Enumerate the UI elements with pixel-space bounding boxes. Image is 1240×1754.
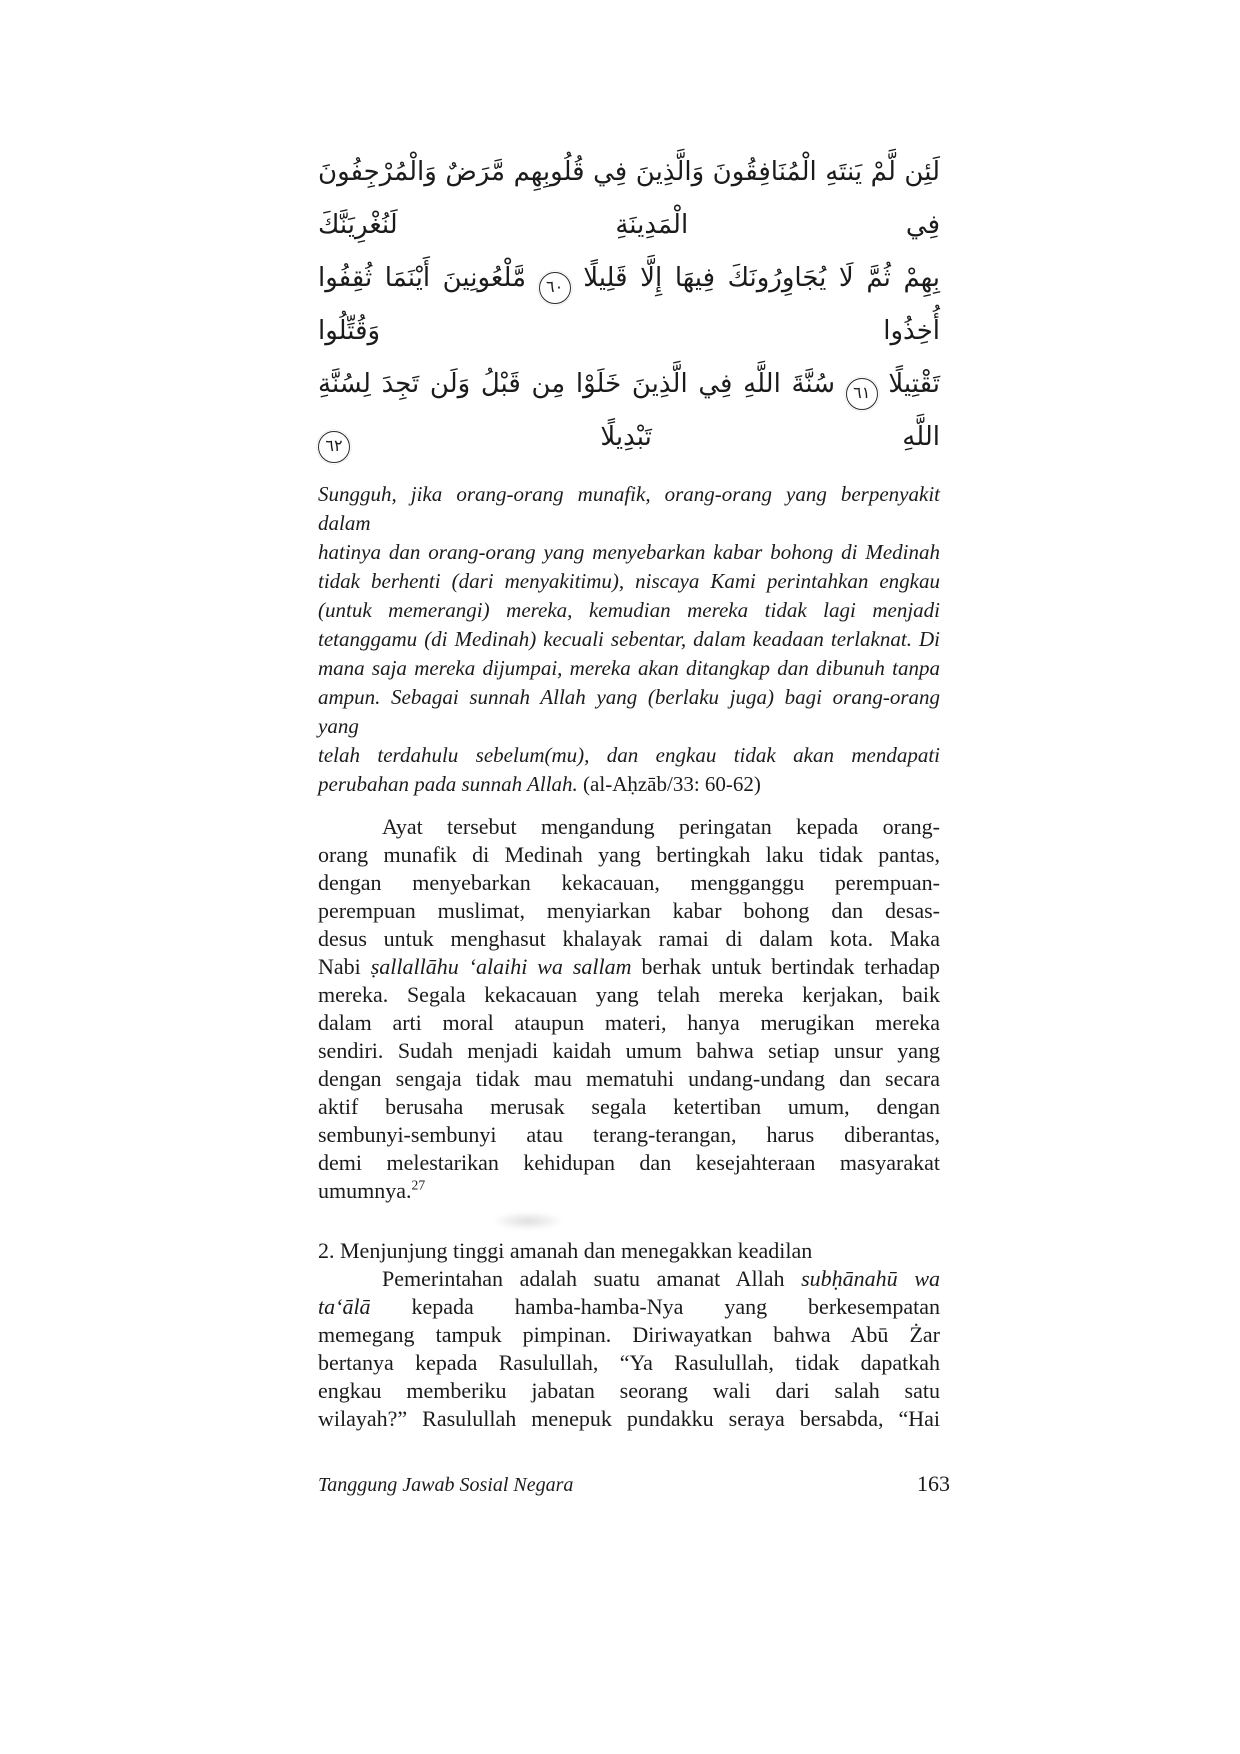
page-number: 163 — [917, 1471, 950, 1496]
quran-verse-block — [318, 146, 940, 464]
text-segment: perempuan muslimat, menyiarkan kabar bohong dan desas- — [318, 898, 940, 923]
text-segment: desus untuk menghasut khalayak ramai di dalam kota. Maka — [318, 926, 940, 951]
text-line — [318, 252, 940, 358]
text-segment: مَّلْعُونِينَ أَيْنَمَا ثُقِفُوا أُخِذُوا وَقُتِّلُوا — [318, 263, 940, 346]
text-segment: tetanggamu (di Medinah) kecuali sebentar, dalam keadaan terlaknat. Di — [318, 627, 940, 651]
body-paragraph-2 — [318, 1265, 940, 1433]
page-content-column — [318, 0, 950, 1497]
text-line — [318, 480, 940, 538]
text-line — [318, 1405, 940, 1433]
text-segment: kepada hamba-hamba-Nya yang berkesempatan — [370, 1294, 940, 1319]
text-segment: bertanya kepada Rasulullah, “Ya Rasulullah, tidak dapatkah — [318, 1350, 940, 1375]
text-line — [318, 1093, 940, 1121]
text-segment: berhak untuk bertindak terhadap — [631, 954, 941, 979]
text-segment: Nabi — [318, 954, 371, 979]
text-line — [318, 1377, 940, 1405]
text-line — [318, 925, 940, 953]
text-segment: لَئِن لَّمْ يَنتَهِ الْمُنَافِقُونَ وَالَّذِينَ فِي قُلُوبِهِم مَّرَضٌ وَالْمُرْجِفُونَ فِي الْمَدِينَةِ لَنُغْرِيَنَّكَ — [318, 157, 940, 240]
text-segment: تَقْتِيلًا — [877, 369, 941, 399]
text-segment: mereka. Segala kekacauan yang telah mereka kerjakan, baik — [318, 982, 940, 1007]
text-segment: ampun. Sebagai sunnah Allah yang (berlaku juga) bagi orang-orang yang — [318, 685, 940, 738]
text-segment: ta‘ālā — [318, 1294, 371, 1319]
ayah-number-marker: ٦٠ — [539, 272, 571, 304]
page-footer — [318, 1471, 950, 1497]
text-segment: memegang tampuk pimpinan. Diriwayatkan bahwa Abū Żar — [318, 1322, 940, 1347]
running-title: Tanggung Jawab Sosial Negara — [318, 1474, 574, 1496]
body-paragraph-1 — [318, 813, 940, 1205]
text-segment: (al-Aḥzāb/33: 60-62) — [583, 772, 761, 796]
text-segment: dengan menyebarkan kekacauan, mengganggu perempuan- — [318, 870, 940, 895]
text-line — [318, 1321, 940, 1349]
text-segment: dengan sengaja tidak mau mematuhi undang-undang dan secara — [318, 1066, 940, 1091]
text-line — [318, 1065, 940, 1093]
text-line — [318, 841, 940, 869]
text-segment: tidak berhenti (dari menyakitimu), niscaya Kami perintahkan engkau — [318, 569, 940, 593]
text-line — [318, 897, 940, 925]
text-segment: sembunyi-sembunyi atau terang-terangan, harus diberantas, — [318, 1122, 940, 1147]
text-segment: dalam arti moral ataupun materi, hanya merugikan mereka — [318, 1010, 940, 1035]
text-line — [318, 813, 940, 841]
text-line — [318, 1121, 940, 1149]
text-line — [318, 654, 940, 683]
text-line — [318, 683, 940, 741]
text-line — [318, 538, 940, 567]
text-line — [318, 770, 940, 799]
text-segment: 27 — [411, 1177, 426, 1193]
text-segment: ṣallallāhu ‘alaihi wa sallam — [370, 954, 632, 979]
section-heading: 2. Menjunjung tinggi amanah dan menegakkan keadilan — [318, 1238, 813, 1263]
text-line — [318, 1009, 940, 1037]
text-line — [318, 567, 940, 596]
text-line — [318, 358, 940, 464]
text-segment: (untuk memerangi) mereka, kemudian mereka tidak lagi menjadi — [318, 598, 940, 622]
text-segment: mana saja mereka dijumpai, mereka akan ditangkap dan dibunuh tanpa — [318, 656, 940, 680]
text-segment: Ayat tersebut mengandung peringatan kepada orang- — [382, 814, 940, 839]
text-line — [318, 953, 940, 981]
text-line — [318, 981, 940, 1009]
text-segment: sendiri. Sudah menjadi kaidah umum bahwa setiap unsur yang — [318, 1038, 940, 1063]
text-line — [318, 1177, 940, 1205]
text-segment: perubahan pada sunnah Allah. — [318, 772, 584, 796]
text-segment: engkau memberiku jabatan seorang wali dari salah satu — [318, 1378, 940, 1403]
text-segment: umumnya. — [318, 1178, 412, 1203]
ayah-number-marker: ٦٢ — [318, 431, 350, 463]
text-line — [318, 146, 940, 252]
text-segment: Pemerintahan adalah suatu amanat Allah — [382, 1266, 802, 1291]
text-segment: سُنَّةَ اللَّهِ فِي الَّذِينَ خَلَوْا مِن قَبْلُ وَلَن تَجِدَ لِسُنَّةِ اللَّهِ تَبْدِيلًا — [318, 369, 940, 452]
text-line — [318, 596, 940, 625]
ayah-number-marker: ٦١ — [846, 378, 878, 410]
text-line — [318, 1349, 940, 1377]
text-line — [318, 1149, 940, 1177]
text-line — [318, 869, 940, 897]
text-line — [318, 625, 940, 654]
text-line — [318, 1037, 940, 1065]
text-segment: Sungguh, jika orang-orang munafik, orang-orang yang berpenyakit dalam — [318, 482, 940, 535]
text-line — [318, 741, 940, 770]
text-segment: hatinya dan orang-orang yang menyebarkan kabar bohong di Medinah — [318, 540, 940, 564]
text-segment: aktif berusaha merusak segala ketertiban umum, dengan — [318, 1094, 940, 1119]
text-line — [318, 1293, 940, 1321]
verse-translation-block — [318, 480, 940, 799]
text-segment: wilayah?” Rasulullah menepuk pundakku seraya bersabda, “Hai — [318, 1406, 940, 1431]
text-segment: بِهِمْ ثُمَّ لَا يُجَاوِرُونَكَ فِيهَا إِلَّا قَلِيلًا — [570, 263, 940, 293]
text-segment: demi melestarikan kehidupan dan kesejahteraan masyarakat — [318, 1150, 940, 1175]
text-line — [318, 1265, 940, 1293]
text-segment: subḥānahū wa — [801, 1266, 940, 1291]
text-segment: orang munafik di Medinah yang bertingkah laku tidak pantas, — [318, 842, 940, 867]
text-segment: telah terdahulu sebelum(mu), dan engkau tidak akan mendapati — [318, 743, 940, 767]
